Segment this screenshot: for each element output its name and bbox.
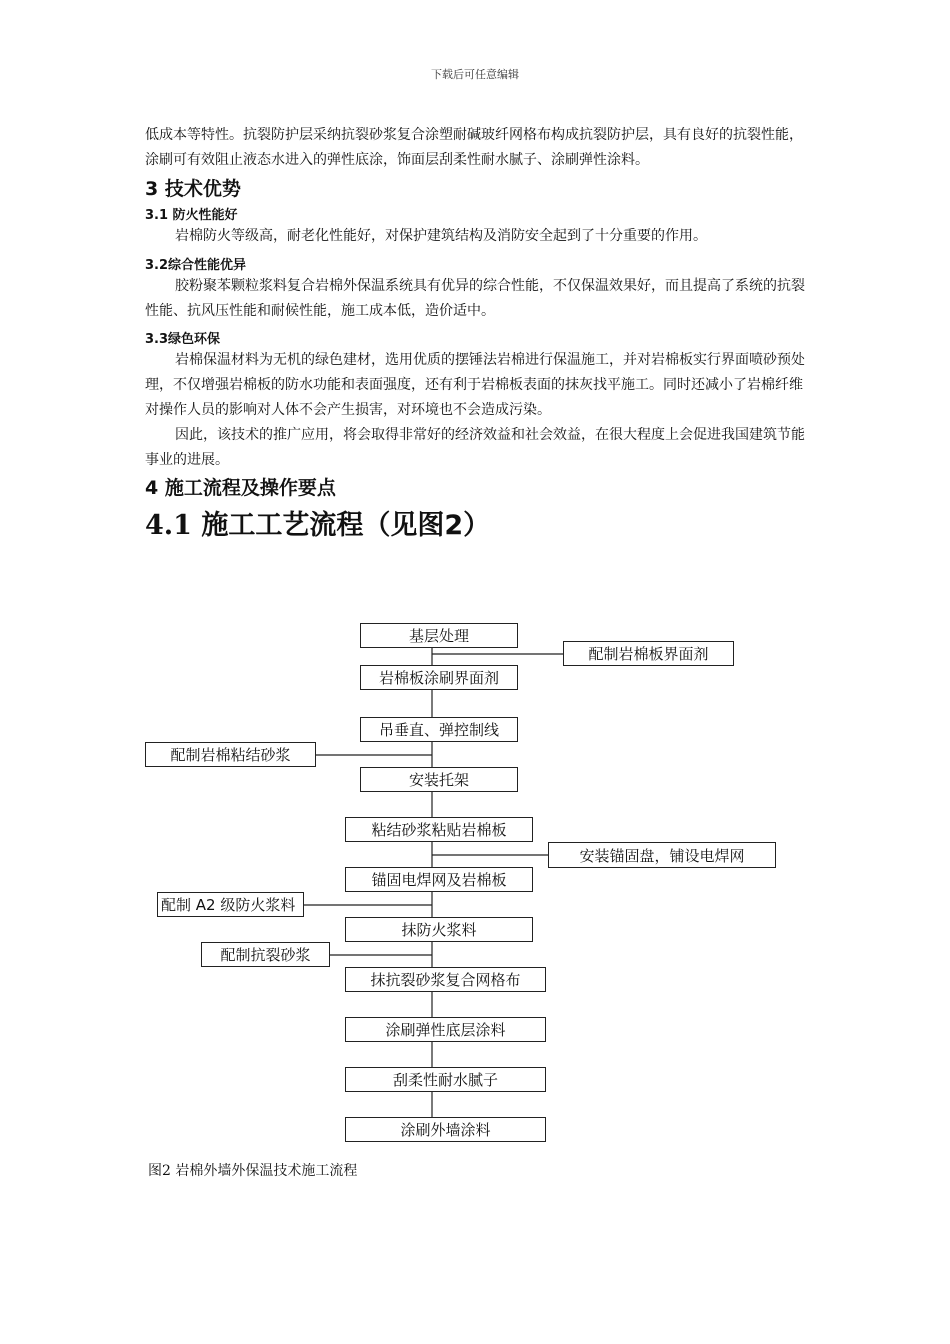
page-header: 下载后可任意编辑 [431, 68, 519, 81]
section-4-1-number: 4.1 [145, 510, 202, 541]
section-3-heading: 3 技术优势 [145, 178, 241, 200]
flow-step-plumb-and-snap-lines: 吊垂直、弹控制线 [360, 717, 518, 742]
section-3-1-paragraph: 岩棉防火等级高，耐老化性能好，对保护建筑结构及消防安全起到了十分重要的作用。 [175, 228, 707, 244]
section-3-2-heading: 3.2综合性能优异 [145, 258, 247, 273]
flow-step-crack-mortar-with-mesh: 抹抗裂砂浆复合网格布 [345, 967, 546, 992]
flow-step-apply-fireproof-slurry: 抹防火浆料 [345, 917, 533, 942]
flow-step-anchor-mesh-and-board: 锚固电焊网及岩棉板 [345, 867, 533, 892]
section-3-2-paragraph: 胶粉聚苯颗粒浆料复合岩棉外保温系统具有优异的综合性能，不仅保温效果好，而且提高了系统的抗裂性能、抗风压性能和耐候性能，施工成本低，造价适中。 [145, 278, 805, 319]
flow-side-fireproof-slurry: 配制 A2 级防火浆料 [157, 892, 304, 917]
flow-step-exterior-wall-paint: 涂刷外墙涂料 [345, 1117, 546, 1142]
flow-step-apply-interface-agent: 岩棉板涂刷界面剂 [360, 665, 518, 690]
flow-step-base-treatment: 基层处理 [360, 623, 518, 648]
section-3-1-number: 3.1 [145, 208, 169, 223]
flow-side-crack-mortar: 配制抗裂砂浆 [201, 942, 330, 967]
flow-step-flexible-putty: 刮柔性耐水腻子 [345, 1067, 546, 1092]
section-4-1-title: 施工工艺流程 [201, 510, 364, 541]
section-3-3-paragraph: 岩棉保温材料为无机的绿色建材，选用优质的摆锤法岩棉进行保温施工，并对岩棉板实行界面喷砂预处理，不仅增强岩棉板的防水功能和表面强度，还有利于岩棉板表面的抹灰找平施工。同时还减小了岩棉纤维对操作人员的影响对人体不会产生损害，对环境也不会造成污染。 [145, 352, 805, 418]
flow-side-bond-mortar: 配制岩棉粘结砂浆 [145, 742, 316, 767]
section-4-1-reference: （见图2） [363, 510, 491, 541]
flow-step-install-bracket: 安装托架 [360, 767, 518, 792]
section-3-1-title: 防火性能好 [168, 208, 238, 223]
conclusion-paragraph: 因此，该技术的推广应用，将会取得非常好的经济效益和社会效益，在很大程度上会促进我国建筑节能事业的进展。 [145, 427, 805, 468]
section-3-3-heading: 3.3绿色环保 [145, 332, 221, 347]
flow-side-interface-agent: 配制岩棉板界面剂 [563, 641, 734, 666]
figure-caption: 图2 岩棉外墙外保温技术施工流程 [148, 1163, 358, 1179]
flow-step-elastic-primer: 涂刷弹性底层涂料 [345, 1017, 546, 1042]
flow-step-bond-rockwool-board: 粘结砂浆粘贴岩棉板 [345, 817, 533, 842]
flow-side-anchor-mesh: 安装锚固盘，铺设电焊网 [548, 842, 776, 868]
intro-paragraph: 低成本等特性。抗裂防护层采纳抗裂砂浆复合涂塑耐碱玻纤网格布构成抗裂防护层，具有良好的抗裂性能，涂刷可有效阻止液态水进入的弹性底涂，饰面层刮柔性耐水腻子、涂刷弹性涂料。 [145, 127, 803, 168]
section-4-heading: 4 施工流程及操作要点 [145, 477, 336, 499]
